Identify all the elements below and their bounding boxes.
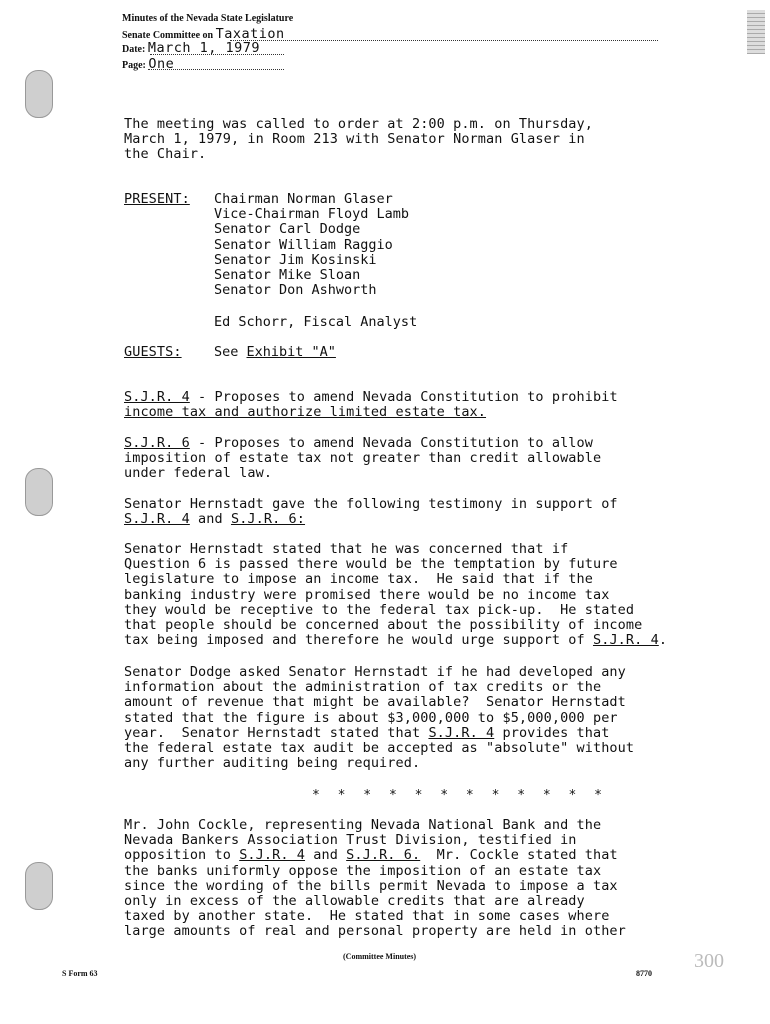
form-number: S Form 63 — [62, 969, 98, 978]
bill-ref: S.J.R. 6. — [346, 847, 421, 864]
page-line: Page: One — [122, 56, 175, 72]
bill-ref: S.J.R. 4 — [124, 389, 190, 405]
present-list: Chairman Norman Glaser Vice-Chairman Floyd Lamb Senator Carl Dodge Senator William Raggio Senator Jim Kosinski Senator Mike Sloan Senator Don Ashworth — [214, 191, 410, 299]
fiscal-analyst: Ed Schorr, Fiscal Analyst — [214, 314, 418, 330]
sjr4-summary: S.J.R. 4 - Proposes to amend Nevada Constitution to prohibit income tax and authorize limited estate tax. — [124, 389, 618, 421]
bill-ref: S.J.R. 6: — [230, 511, 306, 528]
committee-line: Senate Committee on Taxation — [122, 26, 285, 42]
present-label: PRESENT: — [124, 191, 190, 207]
document-title: Minutes of the Nevada State Legislature — [122, 13, 294, 24]
bill-ref: S.J.R. 4 — [428, 724, 495, 741]
footer-code: 8770 — [636, 969, 652, 978]
bill-ref: S.J.R. 4 — [592, 632, 659, 649]
punch-hole — [25, 862, 53, 910]
date-line: Date: March 1, 1979 — [122, 40, 260, 56]
date-value: March 1, 1979 — [147, 40, 260, 56]
punch-hole — [25, 70, 53, 118]
paragraph-cockle: Mr. John Cockle, representing Nevada National Bank and the Nevada Bankers Association Trust Division, testified in opposition to S.J.R. 4 and S.J.R. 6. Mr. Cockle stated that the banks uniformly oppose the imposition of an estate tax since the wording of the bills permit Nevada to impose a tax only in excess of the allowable credits that are already taxed by another state. He stated that in some cases where large amounts of real and personal property are held in other — [124, 817, 626, 940]
section-divider: * * * * * * * * * * * * — [312, 788, 608, 803]
guests-label: GUESTS: — [124, 344, 182, 360]
punch-hole — [25, 468, 53, 516]
page-stamp: 300 — [694, 950, 724, 972]
bill-ref: S.J.R. 4 — [124, 511, 190, 528]
scan-edge-mark — [747, 10, 765, 54]
page-value: One — [148, 56, 175, 72]
opening-paragraph: The meeting was called to order at 2:00 p.m. on Thursday, March 1, 1979, in Room 213 with Senator Norman Glaser in the Chair. — [124, 116, 593, 163]
committee-name: Taxation — [215, 26, 285, 42]
bill-ref: S.J.R. 6 — [124, 435, 190, 451]
paragraph-dodge: Senator Dodge asked Senator Hernstadt if he had developed any information about the administration of tax credits or the amount of revenue that might be available? Senator Hernstadt stated that the figure is about $3,000,000 to $5,000,000 per year. Senator Hernstadt stated that S.J.R. 4 provides that the federal estate tax audit be accepted as "absolute" without any further auditing being required. — [124, 664, 635, 772]
sjr6-summary: S.J.R. 6 - Proposes to amend Nevada Constitution to allow imposition of estate tax not greater than credit allowable under federal law. — [124, 435, 602, 482]
footer-label: (Committee Minutes) — [343, 952, 417, 961]
paragraph-hernstadt: Senator Hernstadt stated that he was concerned that if Question 6 is passed there would be the temptation by future legislature to impose an income tax. He said that if the banking industry were promised there would be no income tax they would be receptive to the federal tax pick-up. He stated that people should be concerned about the possibility of income tax being imposed and therefore he would urge support of S.J.R. 4. — [124, 541, 668, 649]
bill-ref: S.J.R. 4 — [239, 847, 306, 864]
exhibit-ref: Exhibit "A" — [246, 344, 336, 360]
testimony-intro: Senator Hernstadt gave the following testimony in support of S.J.R. 4 and S.J.R. 6: — [124, 496, 618, 528]
guests-line: See Exhibit "A" — [214, 344, 336, 360]
